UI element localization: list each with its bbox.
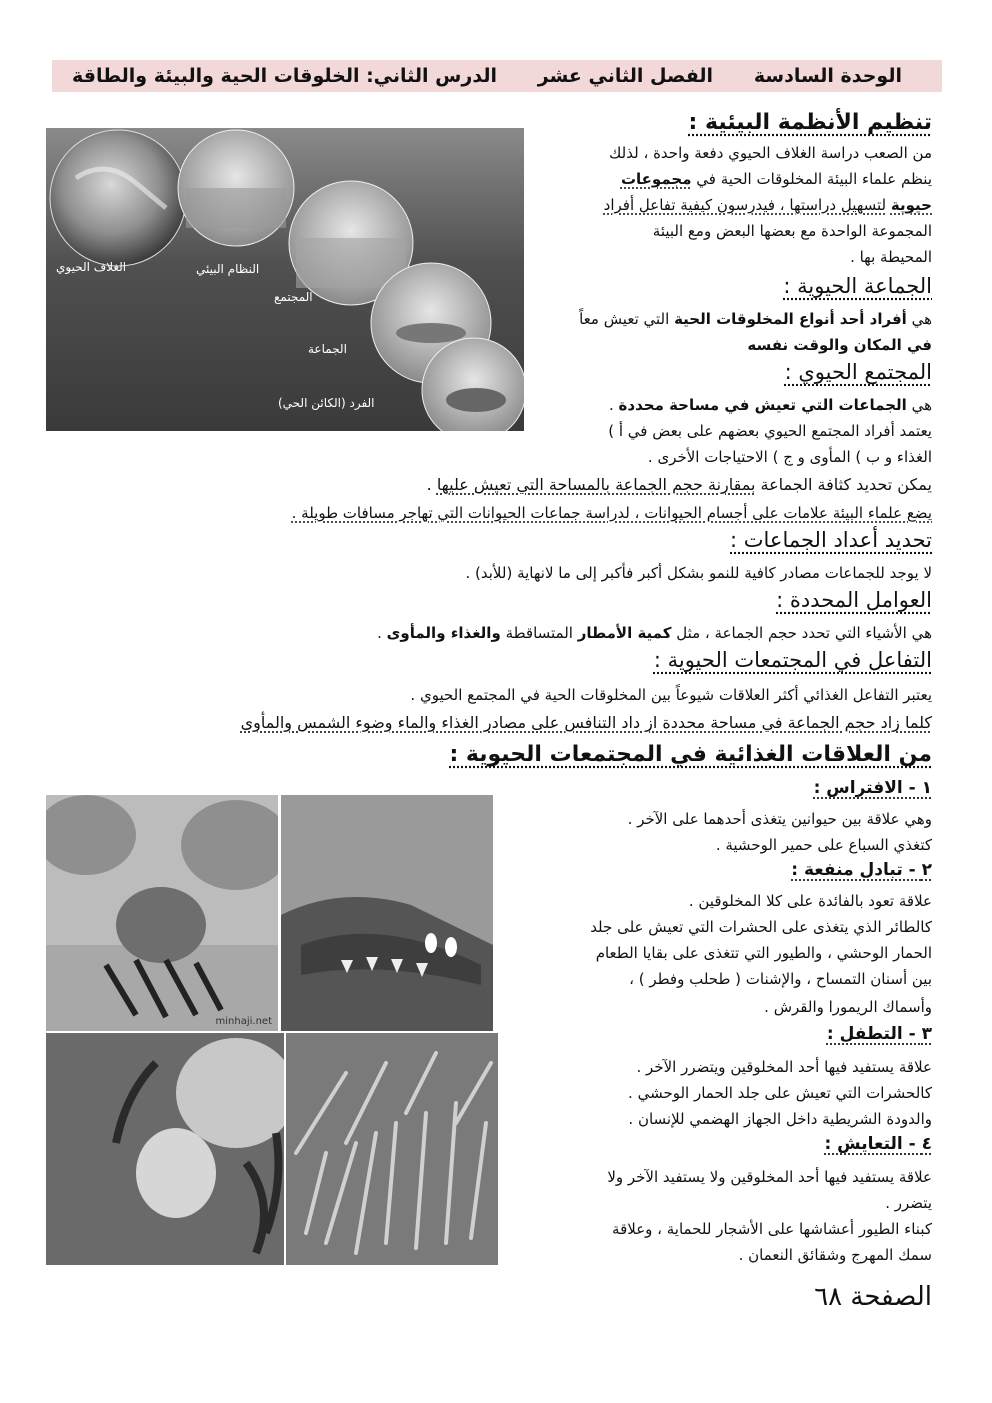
lf-mid: المتساقطة [505,624,573,642]
intro-line-2-text: ينظم علماء البيئة المخلوقات الحية في [696,170,932,188]
ecosystems-title: تنظيم الأنظمة البيئية : [688,110,932,135]
limiting-factors-title: العوامل المحددة : [776,588,932,612]
header-unit: الوحدة السادسة [753,65,902,87]
commensalism-line-4: سمك المهرج وشقائق النعمان . [738,1246,932,1264]
community-title: المجتمع الحيوي : [784,360,932,384]
commensalism-line-2: يتضرر . [885,1194,932,1212]
label-community: المجتمع [274,290,313,304]
interaction-title: التفاعل في المجتمعات الحيوية : [653,648,932,672]
predation-line-1: وهي علاقة بين حيوانين يتغذى أحدهما على الآخر . [627,810,932,828]
intro-bio-term: حيوية [890,196,932,214]
predation-line-2: كتغذي السباع على حمير الوحشية . [715,836,932,854]
label-ecosystem: النظام البيئي [196,262,260,276]
community-line-1 [609,392,932,418]
ecosystems-intro-line-4: المجموعة الواحدة مع بعضها البعض ومع البيئة [652,222,932,240]
intro-groups-term: مجموعات [620,170,692,188]
community-post: . [608,396,614,414]
commensalism-line-3: كبناء الطيور أعشاشها على الأشجار للحماية ، وعلاقة [612,1220,932,1238]
mutualism-title: ٢ - تبادل منفعة : [791,860,932,880]
interaction-line-2: كلما زاد حجم الجماعة في مساحة محددة از داد التنافس على مصادر الغذاء والماء وضوء الشمس والمأوى [240,713,932,732]
interaction-line-1: يعتبر التفاعل الغذائي أكثر العلاقات شيوعاً بين المخلوقات الحية في المجتمع الحيوي . [410,686,932,704]
ecosystems-intro-line-2 [621,166,932,192]
anemone-clownfish-image [286,1033,498,1265]
commensalism-line-1: علاقة يستفيد فيها أحد المخلوقين ولا يستفيد الآخر ولا [607,1168,932,1186]
mutualism-line-5: وأسماك الريمورا والقرش . [764,998,932,1016]
population-pre: هي [911,310,932,328]
limits-title: تحديد أعداد الجماعات : [730,528,932,552]
ecosystem-levels-image [46,128,524,431]
limiting-factors-line [377,620,932,646]
parasitism-title: ٣ - التطفل : [826,1024,932,1044]
predation-title: ١ - الافتراس : [813,778,932,798]
population-bold-2: في المكان والوقت نفسه [747,336,932,354]
parasitism-line-3: والدودة الشريطية داخل الجهاز الهضمي للإنسان . [628,1110,932,1128]
mutualism-line-2: كالطائر الذي يتغذى على الحشرات التي تعيش على جلد [590,918,932,936]
community-line-2: يعتمد أفراد المجتمع الحيوي بعضهم على بعض في أ ) [608,422,932,440]
ecosystems-intro-line-1: من الصعب دراسة الغلاف الحيوي دفعة واحدة ، لذلك [609,144,932,162]
lion-zebra-image [46,795,278,1031]
watermark-text: minhaji.net [215,1016,272,1027]
population-line-2 [747,332,932,358]
header-chapter: الفصل الثاني عشر [537,65,714,87]
community-pre: هي [911,396,932,414]
limits-line: لا يوجد للجماعات مصادر كافية للنمو بشكل أكبر فأكبر إلى ما لانهاية (للأبد) . [465,564,932,582]
lesson-header [52,60,942,92]
density-post: . [426,475,432,494]
header-lesson: الدرس الثاني: الخلوقات الحية والبيئة والطاقة [72,65,497,87]
population-title: الجماعة الحيوية : [783,274,932,298]
density-line-1 [427,472,932,498]
commensalism-title: ٤ - التعايش : [824,1134,932,1154]
community-bold: الجماعات التي تعيش في مساحة محددة [618,396,907,414]
page-number: الصفحة ٦٨ [814,1282,932,1312]
intro-line-3-text: لتسهيل دراستها ، فيدرسون كيفية تفاعل أفراد [603,196,887,214]
density-pre: يمكن تحديد كثافة الجماعة [760,475,932,494]
lf-post: . [377,624,382,642]
relations-title: من العلاقات الغذائية في المجتمعات الحيوية : [449,742,932,767]
ecosystems-intro-line-3 [604,192,932,218]
mutualism-line-4: بين أسنان التمساح ، والإشنات ( طحلب وفطر ) ، [629,970,932,988]
parasitism-line-2: كالحشرات التي تعيش على جلد الحمار الوحشي . [628,1084,932,1102]
density-underlined: بمقارنة حجم الجماعة بالمساحة التي تعيش عليها [436,475,756,494]
crocodile-bird-image [281,795,493,1031]
density-line-2: يضع علماء البيئة علامات على أجسام الحيوانات ، لدراسة جماعات الحيوانات التي تهاجر مسافات طويلة . [291,504,932,522]
label-individual: الفرد (الكائن الحي) [278,396,375,410]
label-biosphere: الغلاف الحيوي [56,260,127,274]
ecosystems-intro-line-5: المحيطة بها . [850,248,932,266]
lf-bold-1: كمية الأمطار [577,624,672,642]
mutualism-line-3: الحمار الوحشي ، والطيور التي تتغذى على بقايا الطعام [595,944,932,962]
parasitism-line-1: علاقة يستفيد فيها أحد المخلوقين ويتضرر الآخر . [636,1058,932,1076]
population-bold: أفراد أحد أنواع المخلوقات الحية [674,310,907,328]
mutualism-line-1: علاقة تعود بالفائدة على كلا المخلوقين . [688,892,932,910]
label-population: الجماعة [308,342,347,356]
population-post: التي تعيش معاً [579,310,670,328]
lf-pre: هي الأشياء التي تحدد حجم الجماعة ، مثل [676,624,932,642]
tick-parasite-image [46,1033,284,1265]
population-line-1 [579,306,932,332]
community-line-3: الغذاء و ب ) المأوى و ج ) الاحتياجات الأخرى . [647,448,932,466]
lf-bold-2: والغذاء والمأوى [386,624,501,642]
